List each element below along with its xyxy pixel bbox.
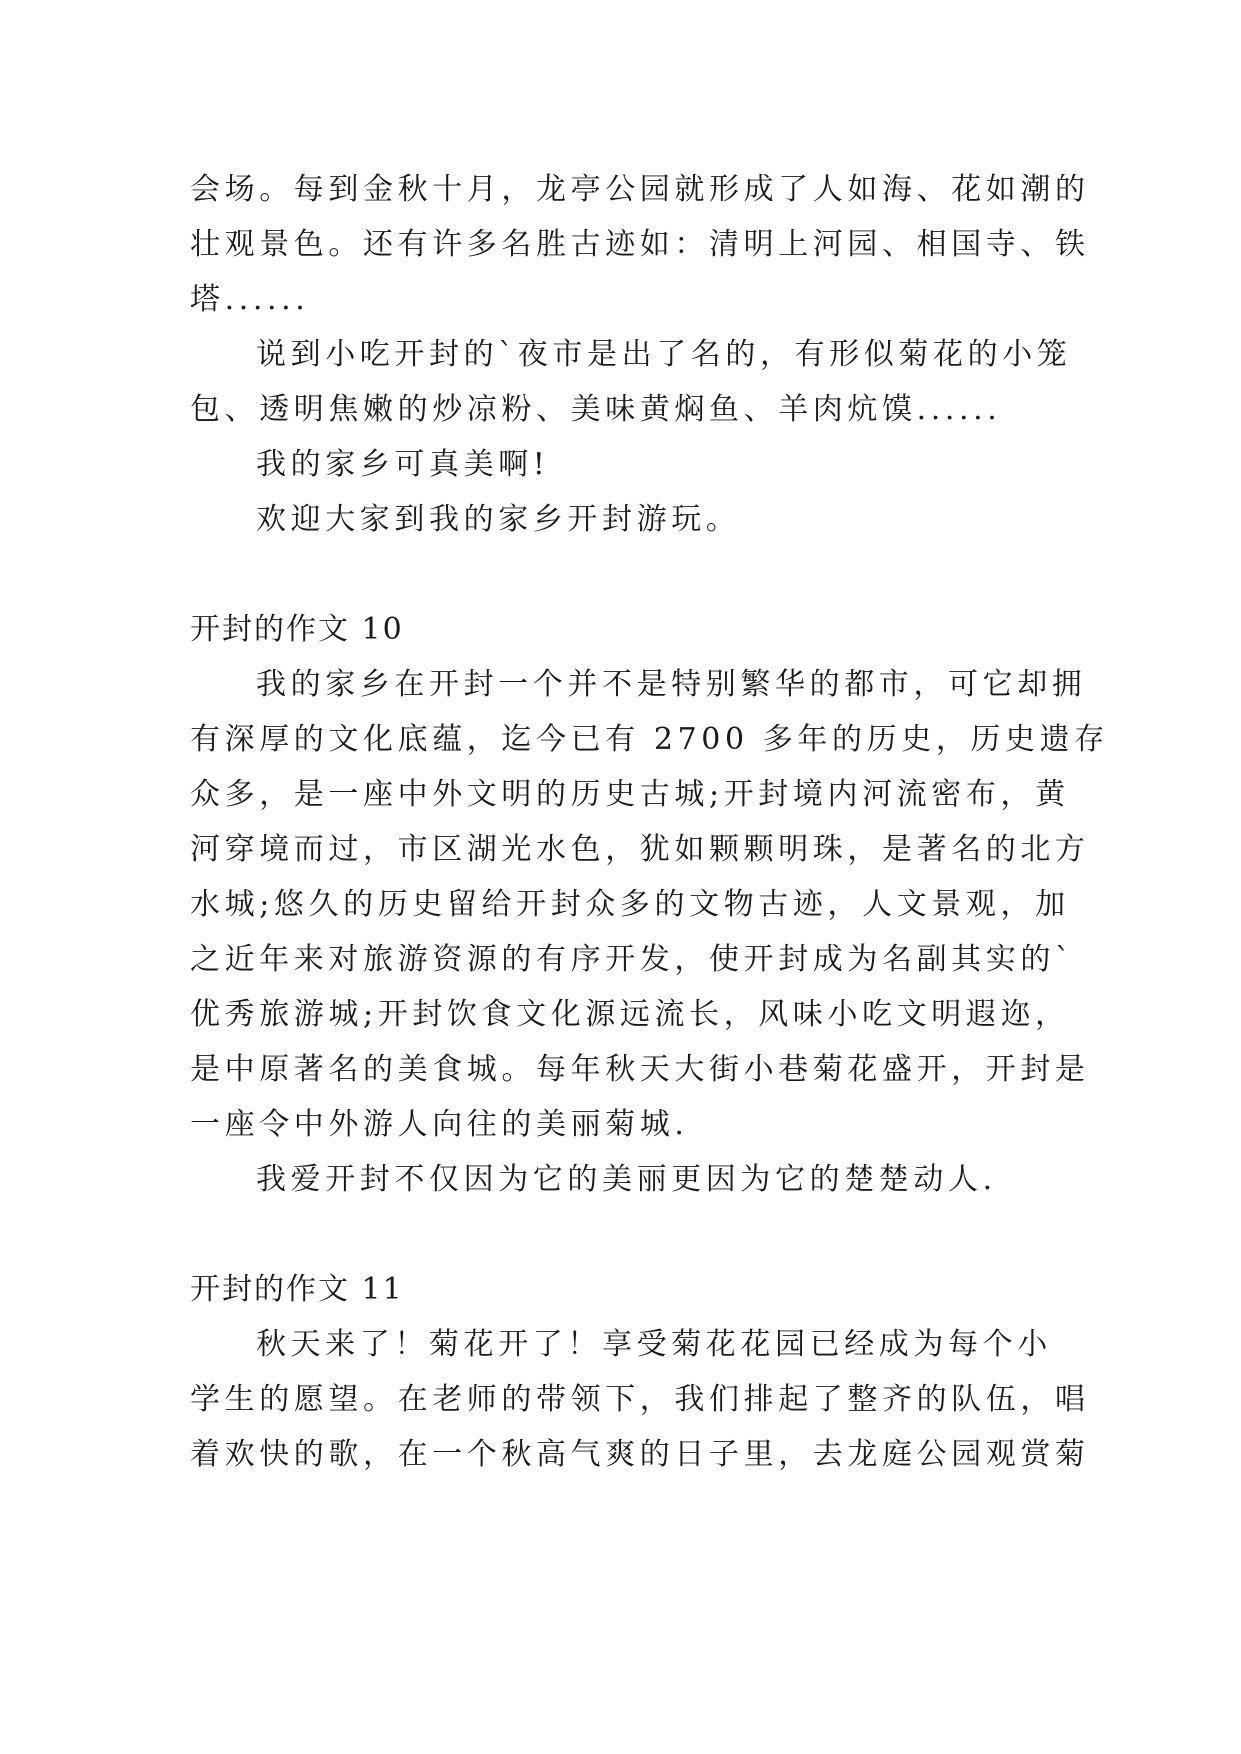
text-line: 有深厚的文化底蕴，迄今已有 2700 多年的历史，历史遗存 (190, 722, 1109, 757)
text-line: 秋天来了！菊花开了！享受菊花花园已经成为每个小 (256, 1327, 1052, 1362)
text-line: 我的家乡可真美啊! (256, 447, 550, 482)
text-line: 我爱开封不仅因为它的美丽更因为它的楚楚动人. (256, 1162, 997, 1197)
text-line: 水城;悠久的历史留给开封众多的文物古迹，人文景观，加 (190, 887, 1070, 922)
text-line: 塔...... (190, 282, 310, 317)
document-body (190, 162, 1109, 1482)
section-title: 开封的作文 10 (190, 612, 404, 647)
text-line: 包、透明焦嫩的炒凉粉、美味黄焖鱼、羊肉炕馍...... (190, 392, 1002, 427)
paragraph (190, 657, 1109, 1152)
text-line: 河穿境而过，市区湖光水色，犹如颗颗明珠，是著名的北方 (190, 832, 1090, 867)
text-line: 我的家乡在开封一个并不是特别繁华的都市，可它却拥 (256, 667, 1087, 702)
section-gap (190, 547, 1050, 602)
text-line: 说到小吃开封的`夜市是出了名的，有形似菊花的小笼 (256, 337, 1072, 372)
section-title: 开封的作文 11 (190, 1272, 404, 1307)
paragraph (190, 437, 1050, 492)
paragraph (190, 1317, 1090, 1482)
text-line: 是中原著名的美食城。每年秋天大街小巷菊花盛开，开封是 (190, 1052, 1090, 1087)
section-gap (190, 1207, 1050, 1262)
paragraph (190, 162, 1090, 327)
text-line: 优秀旅游城;开封饮食文化源远流长，风味小吃文明遐迩， (190, 997, 1070, 1032)
paragraph (190, 492, 1050, 547)
text-line: 一座令中外游人向往的美丽菊城. (190, 1107, 689, 1142)
text-line: 欢迎大家到我的家乡开封游玩。 (256, 502, 741, 537)
text-line: 着欢快的歌，在一个秋高气爽的日子里，去龙庭公园观赏菊 (190, 1437, 1090, 1472)
text-line: 之近年来对旅游资源的有序开发，使开封成为名副其实的` (190, 942, 1075, 977)
paragraph (190, 1152, 1050, 1207)
text-line: 会场。每到金秋十月，龙亭公园就形成了人如海、花如潮的 (190, 172, 1090, 207)
text-line: 学生的愿望。在老师的带领下，我们排起了整齐的队伍，唱 (190, 1382, 1090, 1417)
paragraph (190, 327, 1072, 437)
text-line: 壮观景色。还有许多名胜古迹如：清明上河园、相国寺、铁 (190, 227, 1090, 262)
text-line: 众多，是一座中外文明的历史古城;开封境内河流密布，黄 (190, 777, 1070, 812)
